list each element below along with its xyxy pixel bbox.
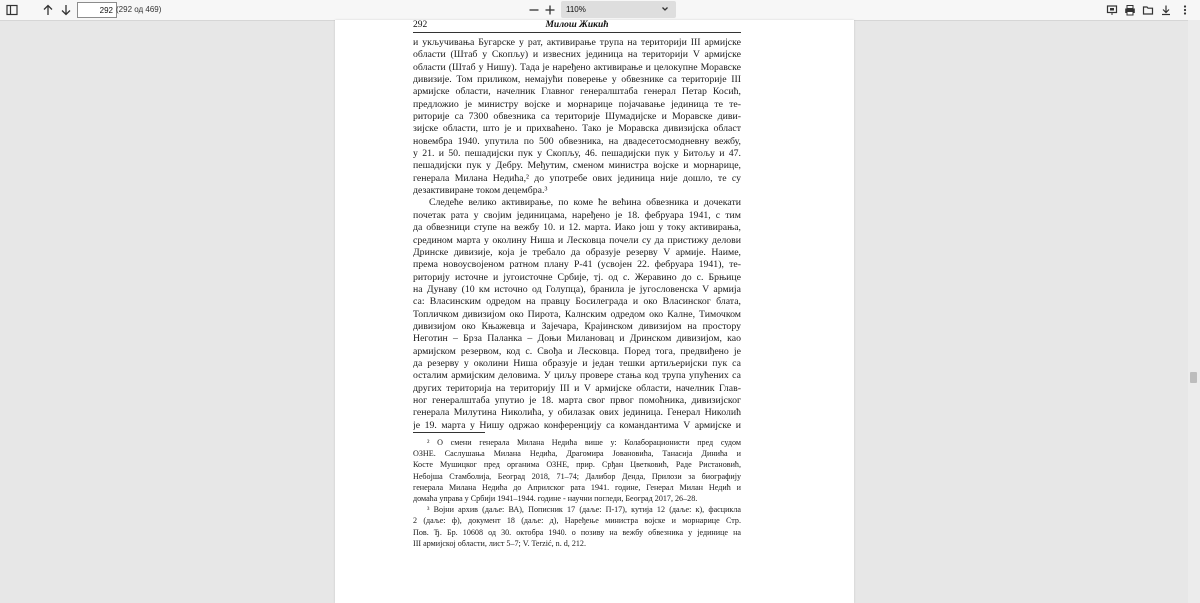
text-line: риторију источне и југоисточне Србије, тј. од с. Жеравино до с. Брњице xyxy=(413,271,741,283)
text-line: почетак рата у својим јединицама, наређено је 18. фебруара 1941, с тим xyxy=(413,209,741,221)
running-head xyxy=(413,20,741,33)
text-line: генерала Милутина Николића, у обилазак ових јединица. Генерал Николић xyxy=(413,407,741,419)
text-line: зијске области, што је и прихваћено. Тако је Моравска дивизијска област xyxy=(413,123,741,135)
footnote-line: ² О смени генерала Милана Недића више у: Колаборационисти пред судом xyxy=(427,438,741,447)
text-line: да обвезници ступе на вежбу 10. и 12. марта. Иако још у току активирања, xyxy=(413,222,741,234)
text-line: генерала Милана Недића,² до употребе ових јединица није дошло, те су xyxy=(413,172,741,184)
text-line: Топличком дивизијом око Пирота, Калнским одредом око Калне, Тимочком xyxy=(413,308,741,320)
text-line: риторије са 7300 обвезника са територије Шумадијске и Моравске диви- xyxy=(413,111,741,123)
text-line: према новоусвојеном ратном плану Р-41 (усвојен 22. фебруара 1941), те- xyxy=(413,259,741,271)
footnote-line: 2 (даље: ф), документ 18 (даље: д), Наређење министра војске и морнарице Стр. xyxy=(413,516,741,526)
text-line: на Дунаву (10 км источно од Голупца), бранила је југословенска V армија xyxy=(413,283,741,295)
body-text xyxy=(413,37,741,432)
footnotes xyxy=(413,437,741,549)
text-line: предложио је министру војске и морнарице појачавање јединица те те- xyxy=(413,98,741,110)
zoom-value: 110% xyxy=(566,5,586,14)
sidebar-toggle-icon[interactable] xyxy=(4,2,20,18)
text-line: Следеће велико активирање, по коме ће већина обвезника и дочекати xyxy=(429,197,741,209)
save-icon[interactable] xyxy=(1158,2,1174,18)
footnote-line: Пов. Ђ. Бр. 10608 од 30. октобра 1940. о позиву на вежбу обвезника у јединице на xyxy=(413,527,741,537)
footnote-line: III армијској области, лист 5–7; V. Terzić, n. d, 212. xyxy=(413,538,586,548)
text-line: пешадијски пук у Дебру. Међутим, сменом министра војске и морнарице, xyxy=(413,160,741,172)
page-count-label: (292 од 469) xyxy=(116,5,162,14)
footnote-line: ОЗНЕ. Саслушања Милана Недића, Драгомира Јовановића, Танасија Динића и xyxy=(413,449,741,459)
pdf-toolbar xyxy=(0,0,1200,21)
text-line: области (Штаб у Скопљу) и извесних јединица на територији V армијске xyxy=(413,49,741,61)
text-line: у 21. и 50. пешадијски пук у Скопљу, 46. пешадијски пук у Битољу и 47. xyxy=(413,148,741,160)
footnote-line: домаћа управа у Србији 1941–1944. године - научни погледи, Београд 2017, 26–28. xyxy=(413,494,698,504)
footnote-line: генерала Милана Недића до Априлског рата 1941. године, Генерал Милан Недић и xyxy=(413,482,741,492)
text-line: осталим армијским деловима. У циљу провере стања код трупа упућених са xyxy=(413,370,741,382)
text-line: дивизије. Том приликом, немајући поверење у обвезнике са територије III xyxy=(413,74,741,86)
text-line: да резерву у околини Ниша образује и један тешки артиљеријски пук са xyxy=(413,357,741,369)
arrow-down-icon[interactable] xyxy=(58,2,74,18)
footnote-rule xyxy=(413,432,485,433)
footnote-line: ³ Војни архив (даље: ВА), Пописник 17 (даље: П-17), кутија 12 (даље: к), фасцикла xyxy=(427,505,741,515)
page-number-header: 292 xyxy=(413,20,428,30)
text-line: других територија на територију III и V армијске области, начелник Глав- xyxy=(413,382,741,394)
text-line: дивизијом око Књажевца и Зајечара, Крајинском дивизијом на простору xyxy=(413,320,741,332)
text-line: Дринске дивизије, која је требало да образује резерву V армије. Наиме, xyxy=(413,246,741,258)
chevron-down-icon xyxy=(660,4,670,16)
text-line: армијском резервом, код с. Свођа и Лесковца. Поред тога, предвиђено је xyxy=(413,345,741,357)
footnote-line: Косте Мушицког пред органима ОЗНЕ, прир. Срђан Цветковић, Раде Ристановић, xyxy=(413,460,741,470)
print-icon[interactable] xyxy=(1122,2,1138,18)
arrow-up-icon[interactable] xyxy=(40,2,56,18)
text-line: средином марта у околину Ниша и Лесковца почели су да пристижу делови xyxy=(413,234,741,246)
presentation-icon[interactable] xyxy=(1104,2,1120,18)
zoom-out-icon[interactable] xyxy=(526,2,542,18)
text-line: армијске области, начелник Главног генералштаба генерал Петар Косић, xyxy=(413,86,741,98)
text-line: је 19. марта у Нишу одржао конференцију са командантима V армијске и xyxy=(413,419,741,431)
text-line: и укључивања Бугарске у рат, активирање трупа на територији III армијске xyxy=(413,37,741,48)
text-line: дезактивиране током децембра.³ xyxy=(413,185,548,197)
running-title: Милош Жикић xyxy=(545,20,609,30)
more-icon[interactable] xyxy=(1177,2,1193,18)
scrollbar-thumb[interactable] xyxy=(1190,372,1197,383)
text-line: новембра 1940. упутила по 500 обвезника, на двадесетосмодневну вежбу, xyxy=(413,135,741,147)
zoom-in-icon[interactable] xyxy=(542,2,558,18)
text-line: области (Штаб у Нишу). Тада је наређено активирање и целокупне Моравске xyxy=(413,61,741,73)
text-line: Неготин – Брза Паланка – Доњи Милановац и Дринском дивизијом, као xyxy=(413,333,741,345)
text-line: ног генералштаба упутио је 18. марта свог првог помоћника, дивизијског xyxy=(413,394,741,406)
page-number-input[interactable] xyxy=(77,2,117,18)
vertical-scrollbar[interactable] xyxy=(1188,20,1200,603)
folder-icon[interactable] xyxy=(1140,2,1156,18)
zoom-select[interactable] xyxy=(561,1,676,18)
footnote-line: Небојша Стамболија, Београд 2018, 71–74; Далибор Денда, Прилози за биографију xyxy=(413,471,741,481)
text-line: са: Власинским одредом на правцу Босилеграда и око Власинског блата, xyxy=(413,296,741,308)
